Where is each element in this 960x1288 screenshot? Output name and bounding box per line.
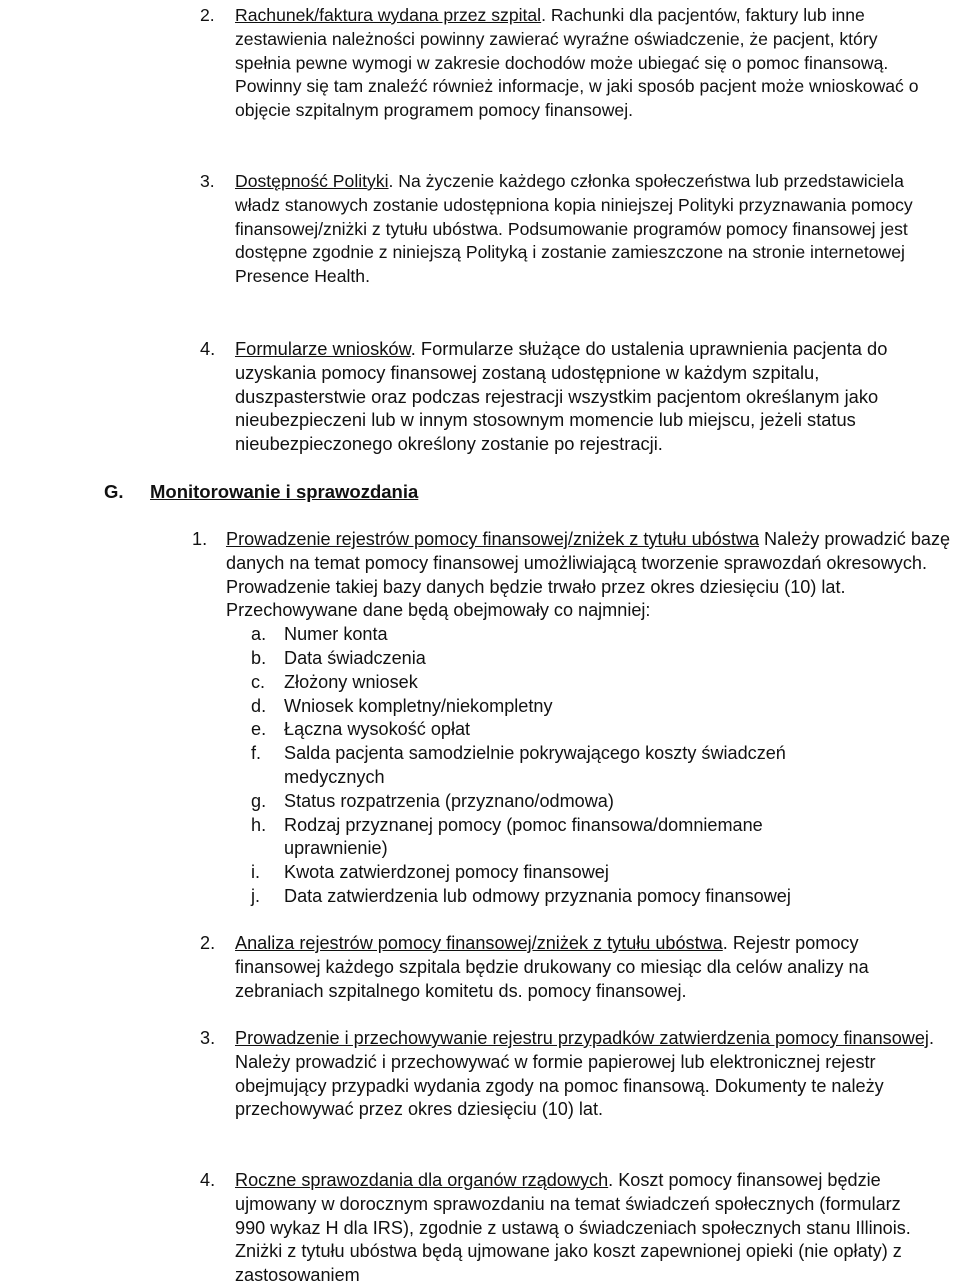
item-text: . Rachunki dla pacjentów, faktury lub inne zestawienia należności powinny zawierać wyraźne oświadczenie, że pacjent, który spełnia pewne wymogi w zakresie dochodów może ubiegać się o pomoc finansową. Powinny się tam znaleźć również informacje, w jaki sposób pacjent może wnioskować o objęcie szpitalnym programem pomocy finansowej. — [235, 5, 919, 121]
sublist-text: Wniosek kompletny/niekompletny — [284, 695, 553, 716]
list-item — [226, 695, 952, 719]
item-heading: Analiza rejestrów pomocy finansowej/zniżek z tytułu ubóstwa — [235, 933, 723, 953]
item-heading: Prowadzenie rejestrów pomocy finansowej/zniżek z tytułu ubóstwa — [226, 529, 760, 549]
item-body — [235, 4, 935, 123]
sublist-text: Status rozpatrzenia (przyznano/odmowa) — [284, 790, 614, 811]
section-title: Monitorowanie i sprawozdania — [150, 481, 419, 502]
item-number: 4. — [200, 338, 216, 359]
list-item — [226, 742, 952, 790]
sublist-label: d. — [251, 695, 267, 716]
section-letter: G. — [104, 481, 124, 502]
list-item — [226, 861, 952, 885]
list-item-przechowywanie-rejestru — [200, 1027, 935, 1122]
item-body — [235, 1169, 935, 1288]
list-item — [226, 885, 952, 909]
sublist-label: g. — [251, 790, 267, 811]
sublist-text: Kwota zatwierdzonej pomocy finansowej — [284, 862, 609, 883]
list-item — [226, 623, 952, 647]
sublist-label: f. — [251, 743, 262, 764]
list-item-analiza-rejestrow — [200, 932, 935, 1003]
section-heading-g — [104, 480, 904, 504]
item-body — [235, 170, 935, 289]
list-item — [226, 790, 952, 814]
item-heading: Rachunek/faktura wydana przez szpital — [235, 5, 542, 25]
item-text: . Koszt pomocy finansowej będzie ujmowany w dorocznym sprawozdaniu na temat świadczeń społecznych (formularz 990 wykaz H dla IRS), zgodnie z ustawą o świadczeniach społecznych stanu Illinois. Zniżki z tytułu ubóstwa będą ujmowane jako koszt zapewnionej opieki (nie opłaty) z zastosowaniem — [235, 1170, 911, 1286]
sublist-label: e. — [251, 719, 267, 740]
item-body — [235, 932, 935, 1003]
item-number: 3. — [200, 171, 215, 191]
item-body — [226, 528, 952, 909]
sublist-text: Łączna wysokość opłat — [284, 719, 471, 740]
item-number: 3. — [200, 1028, 216, 1048]
list-item-roczne-sprawozdania — [200, 1169, 935, 1288]
sublist-text: Złożony wniosek — [284, 671, 418, 692]
sublist-text: Numer konta — [284, 624, 388, 645]
item-heading: Dostępność Polityki — [235, 171, 389, 191]
sublist-text: Rodzaj przyznanej pomocy (pomoc finansowa/domniemane uprawnienie) — [284, 814, 763, 859]
item-body — [235, 1027, 935, 1122]
item-number: 2. — [200, 933, 216, 953]
item-heading: Prowadzenie i przechowywanie rejestru przypadków zatwierdzenia pomocy finansowej — [235, 1028, 929, 1048]
sublist-label: c. — [251, 671, 266, 692]
item-number: 1. — [192, 529, 208, 549]
item-text: . Rejestr pomocy finansowej każdego szpitala będzie drukowany co miesiąc dla celów analizy na zebraniach szpitalnego komitetu ds. pomocy finansowej. — [235, 933, 869, 1001]
item-text: . Formularze służące do ustalenia uprawnienia pacjenta do uzyskania pomocy finansowej zostaną udostępnione w każdym szpitalu, duszpasterstwie oraz podczas rejestracji wszystkim pacjentom określanym jako nieubezpieczeni lub w innym stosownym momencie lub miejscu, jeżeli status nieubezpieczonego określony zostanie po rejestracji. — [235, 338, 888, 455]
sublist-text: Data zatwierdzenia lub odmowy przyznania pomocy finansowej — [284, 885, 791, 906]
list-item-prowadzenie-rejestrow — [192, 528, 952, 909]
item-number: 2. — [200, 5, 215, 25]
sublist-label: b. — [251, 647, 267, 668]
list-item — [226, 814, 952, 862]
list-item — [226, 647, 952, 671]
item-body — [235, 337, 935, 456]
item-heading: Formularze wniosków — [235, 338, 411, 359]
item-heading: Roczne sprawozdania dla organów rządowych — [235, 1170, 609, 1190]
sublist-label: h. — [251, 814, 267, 835]
sublist-text: Data świadczenia — [284, 647, 426, 668]
item-number: 4. — [200, 1170, 216, 1190]
item-text: . Na życzenie każdego członka społeczeństwa lub przedstawiciela władz stanowych zostanie udostępniona kopia niniejszej Polityki przyznawania pomocy finansowej/zniżki z tytułu ubóstwa. Podsumowanie programów pomocy finansowej jest dostępne zgodnie z niniejszą Polityką i zostanie zamieszczone na stronie internetowej Presence Health. — [235, 171, 913, 287]
list-item-dostepnosc — [200, 170, 935, 289]
item-text: Należy prowadzić bazę danych na temat pomocy finansowej umożliwiającą tworzenie sprawozdań okresowych. Prowadzenie takiej bazy danych będzie trwało przez okres dziesięciu (10) lat. Przechowywane dane będą obejmowały co najmniej: — [226, 529, 951, 621]
data-fields-list — [226, 623, 952, 909]
sublist-label: j. — [251, 885, 261, 906]
sublist-label: i. — [251, 862, 261, 883]
list-item-rachunek — [200, 4, 935, 123]
list-item-formularze — [200, 337, 935, 456]
list-item — [226, 671, 952, 695]
sublist-label: a. — [251, 624, 267, 645]
sublist-text: Salda pacjenta samodzielnie pokrywającego koszty świadczeń medycznych — [284, 743, 786, 787]
item-text: . Należy prowadzić i przechowywać w formie papierowej lub elektronicznej rejestr obejmujący przypadki wydania zgody na pomoc finansową. Dokumenty te należy przechowywać przez okres dziesięciu (10) lat. — [235, 1028, 934, 1120]
list-item — [226, 718, 952, 742]
